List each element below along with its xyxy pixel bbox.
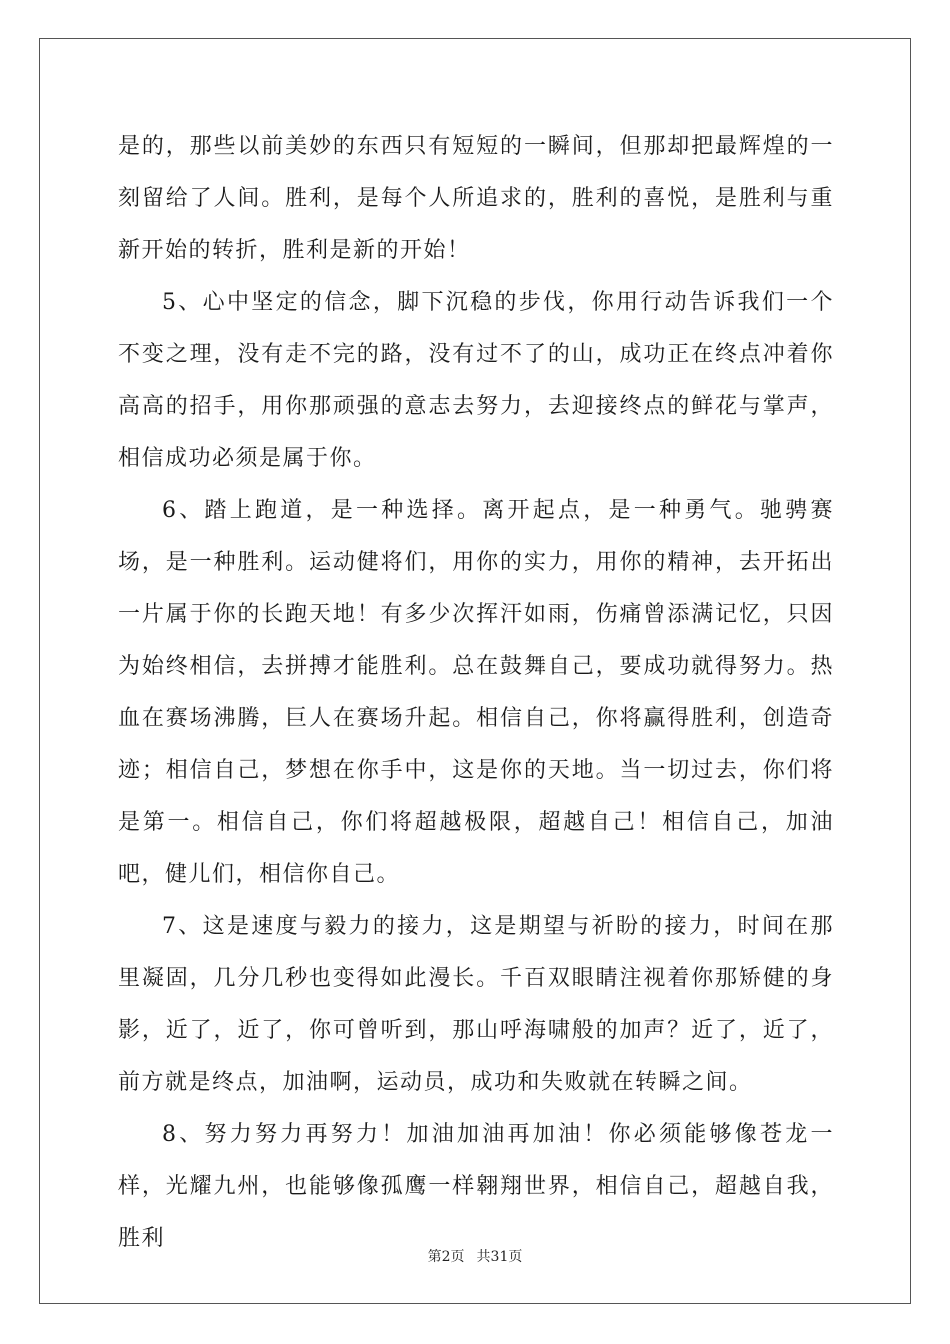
page-footer bbox=[0, 1246, 950, 1266]
page-number: 第2页 bbox=[427, 1249, 465, 1265]
paragraph-continuation: 是的，那些以前美妙的东西只有短短的一瞬间，但那却把最辉煌的一刻留给了人间。胜利，是每个人所追求的，胜利的喜悦，是胜利与重新开始的转折，胜利是新的开始！ bbox=[118, 134, 834, 263]
document-body bbox=[118, 121, 834, 1265]
page-total: 共31页 bbox=[476, 1249, 523, 1265]
paragraph-item-6: 6、踏上跑道，是一种选择。离开起点，是一种勇气。驰骋赛场，是一种胜利。运动健将们，用你的实力，用你的精神，去开拓出一片属于你的长跑天地！有多少次挥汗如雨，伤痛曾添满记忆，只因为始终相信，去拼搏才能胜利。总在鼓舞自己，要成功就得努力。热血在赛场沸腾，巨人在赛场升起。相信自己，你将赢得胜利，创造奇迹；相信自己，梦想在你手中，这是你的天地。当一切过去，你们将是第一。相信自己，你们将超越极限，超越自己！相信自己，加油吧，健儿们，相信你自己。 bbox=[118, 498, 834, 887]
paragraph-item-5: 5、心中坚定的信念，脚下沉稳的步伐，你用行动告诉我们一个不变之理，没有走不完的路，没有过不了的山，成功正在终点冲着你高高的招手，用你那顽强的意志去努力，去迎接终点的鲜花与掌声，相信成功必须是属于你。 bbox=[118, 290, 834, 471]
paragraph-item-7: 7、这是速度与毅力的接力，这是期望与祈盼的接力，时间在那里凝固，几分几秒也变得如此漫长。千百双眼睛注视着你那矫健的身影，近了，近了，你可曾听到，那山呼海啸般的加声？近了，近了，前方就是终点，加油啊，运动员，成功和失败就在转瞬之间。 bbox=[118, 914, 834, 1095]
paragraph-item-8: 8、努力努力再努力！加油加油再加油！你必须能够像苍龙一样，光耀九州，也能够像孤鹰一样翱翔世界，相信自己，超越自我，胜利 bbox=[118, 1122, 834, 1251]
